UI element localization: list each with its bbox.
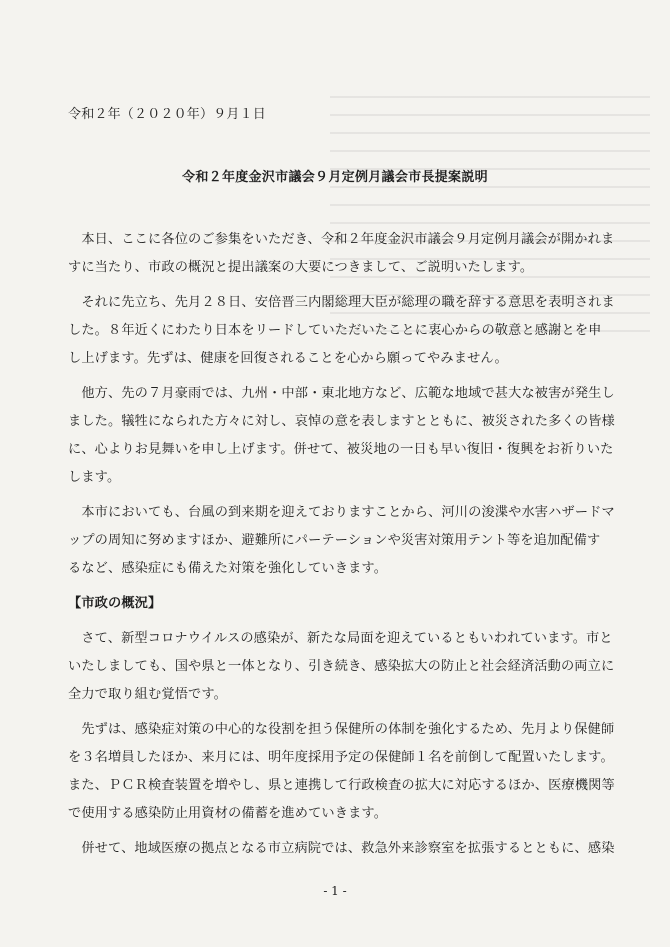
text-line: また、ＰＣＲ検査装置を増やし、県と連携して行政検査の拡大に対応するほか、医療機関等	[68, 778, 615, 793]
paragraph	[68, 380, 624, 492]
text-line: 先ずは、感染症対策の中心的な役割を担う保健所の体制を強化するため、先月より保健師	[68, 722, 615, 737]
text-line: いたしましても、国や県と一体となり、引き続き、感染拡大の防止と社会経済活動の両立に	[68, 659, 615, 674]
paragraph	[68, 499, 624, 583]
text-line: すに当たり、市政の概況と提出議案の大要につきまして、ご説明いたします。	[68, 260, 534, 275]
paragraph	[68, 835, 624, 863]
paragraph	[68, 289, 624, 373]
text-line: 併せて、地域医療の拠点となる市立病院では、救急外来診察室を拡張するとともに、感染	[68, 841, 615, 856]
text-line: を３名増員したほか、来月には、明年度採用予定の保健師１名を前倒して配置いたします。	[68, 750, 614, 765]
text-line: それに先立ち、先月２８日、安倍晋三内閣総理大臣が総理の職を辞する意思を表明されま	[68, 295, 615, 310]
text-line: 本市においても、台風の到来期を迎えておりますことから、河川の浚渫や水害ハザードマ	[68, 505, 615, 520]
section-heading: 【市政の概況】	[68, 596, 162, 611]
text-line: ップの周知に努めますほか、避難所にパーテーションや災害対策用テント等を追加配備す	[68, 533, 601, 548]
text-line: で使用する感染防止用資材の備蓄を進めていきます。	[68, 806, 388, 821]
text-line: 全力で取り組む覚悟です。	[68, 687, 227, 702]
text-line: に、心よりお見舞いを申し上げます。併せて、被災地の一日も早い復旧・復興をお祈りいた	[68, 442, 614, 457]
text-line: し上げます。先ずは、健康を回復されることを心から願ってやみません。	[68, 351, 508, 366]
text-line: 他方、先の７月豪雨では、九州・中部・東北地方など、広範な地域で甚大な被害が発生し	[68, 386, 615, 401]
document-title: 令和２年度金沢市議会９月定例月議会市長提案説明	[182, 170, 488, 185]
text-line: さて、新型コロナウイルスの感染が、新たな局面を迎えているともいわれています。市と	[68, 631, 613, 646]
text-line: した。８年近くにわたり日本をリードしていただいたことに衷心からの敬意と感謝とを申	[68, 323, 602, 338]
paragraph	[68, 226, 624, 282]
document-date: 令和２年（２０２０年）９月１日	[68, 107, 267, 122]
document-body	[68, 226, 624, 870]
paragraph	[68, 716, 624, 828]
text-line: 本日、ここに各位のご参集をいただき、令和２年度金沢市議会９月定例月議会が開かれま	[68, 232, 615, 247]
page-number: - 1 -	[323, 884, 347, 898]
text-line: るなど、感染症にも備えた対策を強化していきます。	[68, 561, 388, 576]
paragraph	[68, 625, 624, 709]
text-line: します。	[68, 470, 121, 485]
text-line: ました。犠牲になられた方々に対し、哀悼の意を表しますとともに、被災された多くの皆様	[68, 414, 615, 429]
